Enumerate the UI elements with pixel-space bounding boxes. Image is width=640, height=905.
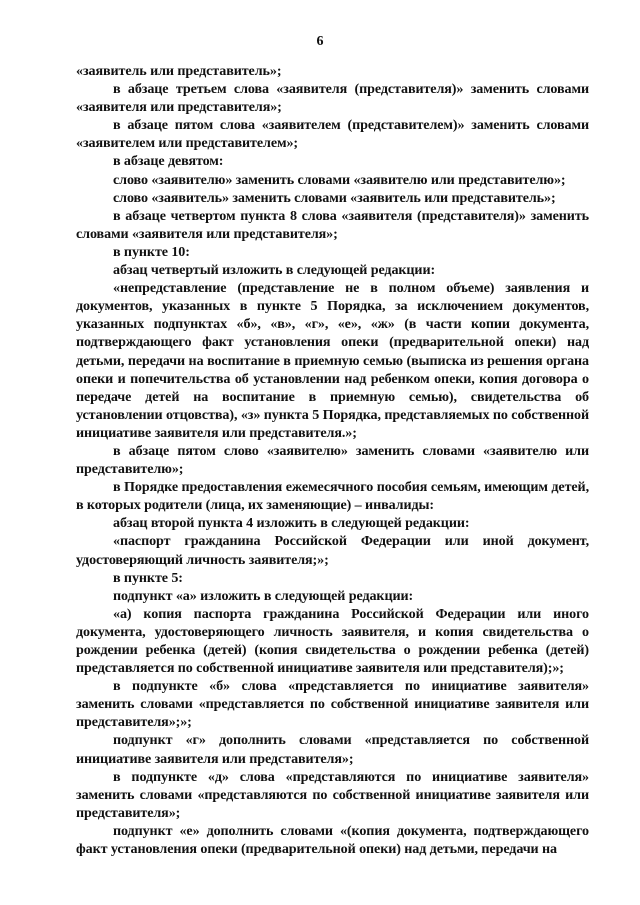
- paragraph: «паспорт гражданина Российской Федерации или иной документ, удостоверяющий личность заявителя;»;: [76, 533, 589, 568]
- paragraph: в Порядке предоставления ежемесячного пособия семьям, имеющим детей, в которых родители (лица, их заменяющие) – инвалиды:: [76, 479, 589, 514]
- paragraph: в пункте 5:: [113, 569, 183, 586]
- document-body: [76, 62, 589, 858]
- paragraph: в подпункте «д» слова «представляются по инициативе заявителя» заменить словами «представляются по собственной инициативе заявителя или представителя»;: [76, 768, 589, 821]
- paragraph: подпункт «е» дополнить словами «(копия документа, подтверждающего факт установления опеки (предварительной опеки) над детьми, передачи на: [76, 822, 589, 858]
- page-number: 6: [316, 34, 324, 49]
- paragraph: «непредставление (представление не в полном объеме) заявления и документов, указанных в пункте 5 Порядка, за исключением документов, указанных подпунктах «б», «в», «г», «е», «ж» (в части копии документа, подтверждающего факт установления опеки (предварительной опеки) над детьми, передачи на воспитание в приемную семью (выписка из решения органа опеки и попечительства об установлении над ребенком опеки, копия договора о передаче детей на воспитание в приемную семью), свидетельства об установлении отцовства), «з» пункта 5 Порядка, представляемых по собственной инициативе заявителя или представителя.»;: [76, 280, 589, 441]
- paragraph: слово «заявителю» заменить словами «заявителю или представителю»;: [113, 171, 566, 188]
- paragraph: в абзаце девятом:: [113, 153, 224, 170]
- paragraph: в абзаце пятом слово «заявителю» заменить словами «заявителю или представителю»;: [76, 442, 589, 478]
- paragraph: абзац второй пункта 4 изложить в следующей редакции:: [113, 515, 470, 532]
- paragraph: в абзаце третьем слова «заявителя (представителя)» заменить словами «заявителя или представителя»;: [76, 81, 589, 116]
- paragraph: в пункте 10:: [113, 243, 190, 260]
- paragraph: подпункт «а» изложить в следующей редакции:: [113, 587, 414, 604]
- paragraph: «заявитель или представитель»;: [76, 63, 282, 79]
- paragraph: слово «заявитель» заменить словами «заявитель или представитель»;: [113, 189, 556, 206]
- paragraph: в абзаце четвертом пункта 8 слова «заявителя (представителя)» заменить словами «заявителя или представителя»;: [76, 207, 589, 242]
- paragraph: «а) копия паспорта гражданина Российской Федерации или иного документа, удостоверяющего личность заявителя, и копия свидетельства о рождении ребенка (детей) (копия свидетельства о рождении ребенка (детей) представляется по собственной инициативе заявителя или представителя);»;: [76, 605, 589, 677]
- paragraph: в подпункте «б» слова «представляется по инициативе заявителя» заменить словами «представляется по собственной инициативе заявителя или представителя»;»;: [76, 678, 589, 731]
- paragraph: абзац четвертый изложить в следующей редакции:: [113, 262, 436, 279]
- paragraph: подпункт «г» дополнить словами «представляется по собственной инициативе заявителя или представителя»;: [76, 732, 589, 767]
- paragraph: в абзаце пятом слова «заявителем (представителем)» заменить словами «заявителем или представителем»;: [76, 117, 589, 152]
